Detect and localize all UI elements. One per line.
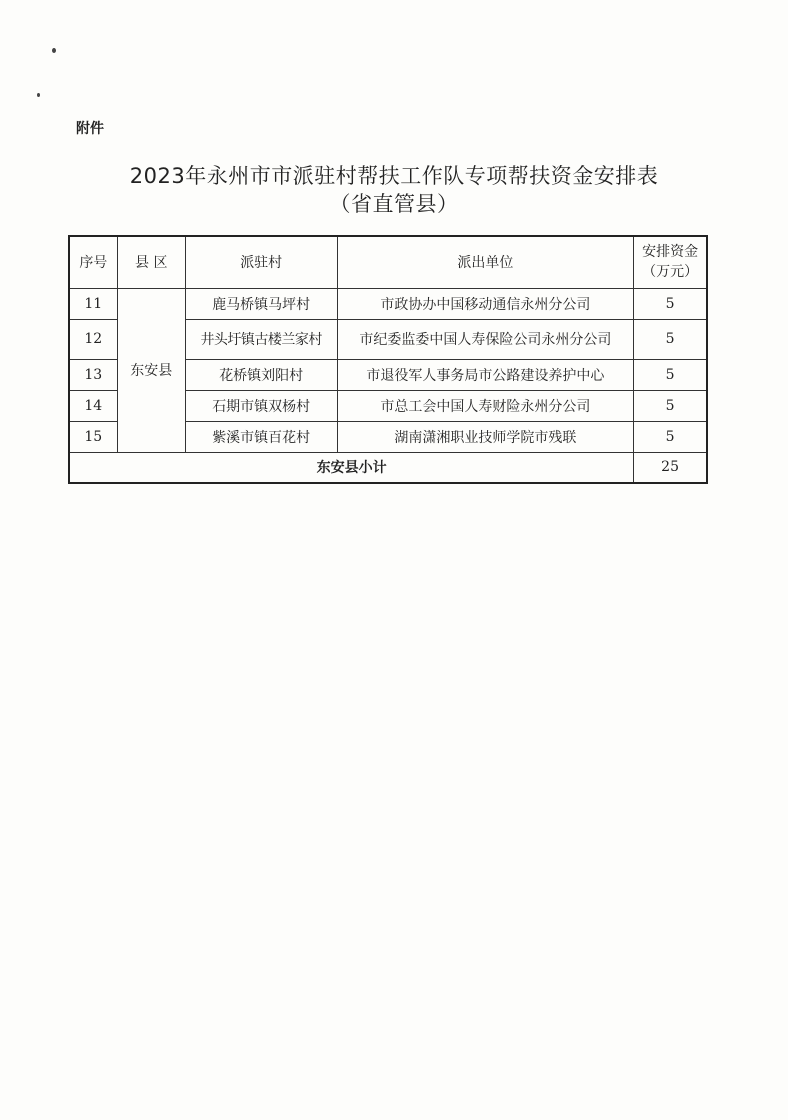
page-subtitle: （省直管县） [329, 192, 459, 216]
cell-village: 石期市镇双杨村 [185, 390, 337, 421]
cell-fund: 5 [634, 319, 707, 359]
cell-no: 12 [69, 319, 117, 359]
header-unit: 派出单位 [337, 236, 634, 288]
header-fund-line2: （万元） [642, 264, 699, 281]
cell-village: 紫溪市镇百花村 [185, 421, 337, 452]
cell-unit: 市纪委监委中国人寿保险公司永州分公司 [337, 319, 634, 359]
cell-no: 15 [69, 421, 117, 452]
cell-unit: 市总工会中国人寿财险永州分公司 [337, 390, 634, 421]
scan-speck [37, 93, 40, 97]
cell-village: 井头圩镇古楼兰家村 [185, 319, 337, 359]
cell-fund: 5 [634, 421, 707, 452]
subtotal-row [69, 452, 707, 483]
cell-county: 东安县 [117, 288, 185, 452]
header-village: 派驻村 [185, 236, 337, 288]
funding-table [68, 235, 708, 484]
header-fund-line1: 安排资金 [642, 244, 699, 261]
page-title: 2023年永州市市派驻村帮扶工作队专项帮扶资金安排表 [129, 164, 659, 188]
header-no: 序号 [69, 236, 117, 288]
cell-no: 13 [69, 359, 117, 390]
cell-fund: 5 [634, 390, 707, 421]
cell-village: 鹿马桥镇马坪村 [185, 288, 337, 319]
cell-no: 11 [69, 288, 117, 319]
table-row [69, 288, 707, 319]
scan-speck [52, 48, 56, 53]
cell-unit: 市退役军人事务局市公路建设养护中心 [337, 359, 634, 390]
cell-no: 14 [69, 390, 117, 421]
header-fund [634, 236, 707, 288]
table-header-row [69, 236, 707, 288]
cell-fund: 5 [634, 359, 707, 390]
cell-unit: 市政协办中国移动通信永州分公司 [337, 288, 634, 319]
header-county: 县 区 [117, 236, 185, 288]
cell-fund: 5 [634, 288, 707, 319]
cell-village: 花桥镇刘阳村 [185, 359, 337, 390]
cell-unit: 湖南潇湘职业技师学院市残联 [337, 421, 634, 452]
subtotal-value: 25 [634, 452, 707, 483]
attachment-label: 附件 [76, 121, 104, 137]
subtotal-label: 东安县小计 [69, 452, 634, 483]
